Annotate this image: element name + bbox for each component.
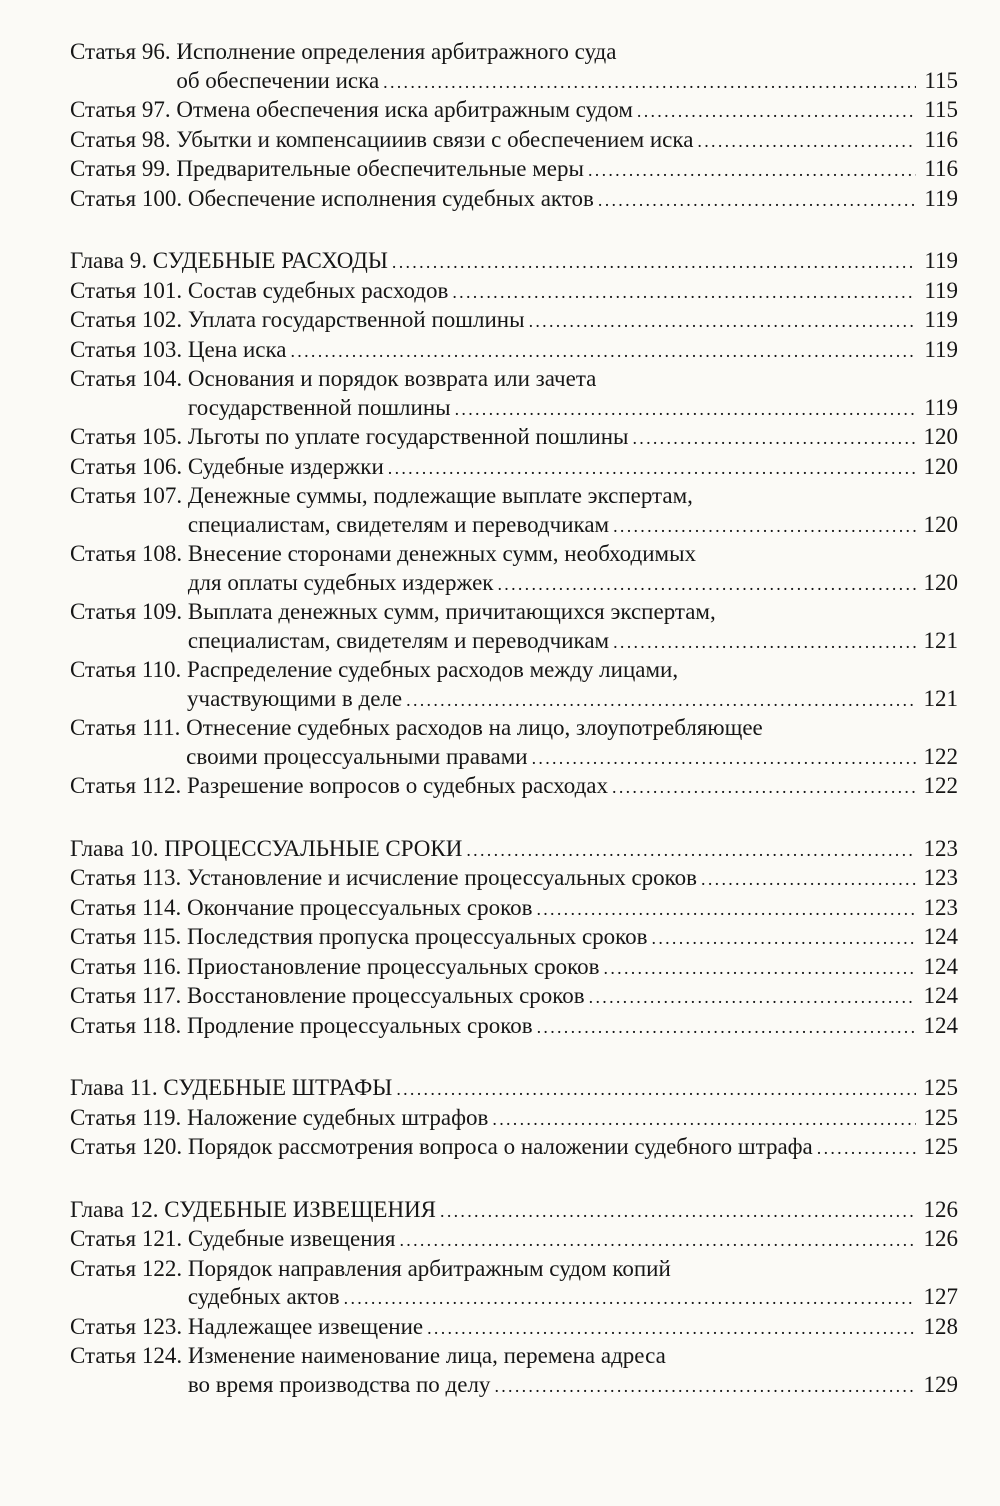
entry-number: Статья 104. [70, 366, 188, 391]
entry-title-line: специалистам, свидетелям и переводчикам [187, 511, 610, 537]
entry-title-line: Восстановление процессуальных сроков [187, 983, 585, 1008]
toc-entry [70, 453, 958, 483]
entry-number: Статья 103. [70, 336, 188, 362]
dot-leader [494, 1372, 916, 1401]
entry-last-line [187, 864, 958, 894]
toc-entry [70, 953, 958, 983]
dot-leader [455, 395, 916, 424]
entry-last-line [188, 1225, 958, 1255]
entry-last-line [188, 277, 958, 307]
entry-number: Глава 10. [70, 835, 165, 861]
entry-title-line: Судебные извещения [187, 1226, 396, 1251]
entry-body [188, 453, 958, 483]
toc-entry [70, 1342, 958, 1400]
dot-leader [652, 924, 916, 953]
entry-number: Статья 113. [70, 865, 187, 890]
entry-last-line [188, 569, 958, 599]
page-number: 116 [924, 126, 958, 152]
entry-last-line [188, 511, 958, 541]
entry-body [176, 126, 958, 156]
entry-number: Глава 12. [70, 1196, 165, 1222]
entry-title-line: своими процессуальными правами [186, 743, 528, 769]
entry-number: Статья 106. [70, 453, 188, 479]
entry-last-line [188, 185, 958, 215]
entry-body [188, 1255, 958, 1313]
toc-entry [70, 482, 958, 540]
dot-leader [344, 1284, 916, 1313]
entry-title-line: Наложение судебных штрафов [187, 1104, 489, 1130]
entry-last-line [164, 1196, 958, 1226]
entry-title-line: Цена иска [187, 336, 287, 362]
entry-last-line [188, 306, 958, 336]
dot-leader [529, 307, 916, 336]
entry-body [187, 864, 958, 894]
entry-title-line: Отнесение судебных расходов на лицо, злоупотребляющее [186, 715, 763, 740]
entry-last-line [188, 394, 958, 424]
entry-title-line: Последствия пропуска процессуальных сроков [187, 924, 648, 949]
entry-title-line: Предварительные обеспечительные меры [176, 156, 584, 181]
dot-leader [452, 278, 916, 307]
entry-number: Статья 122. [70, 1255, 188, 1281]
entry-body [188, 336, 958, 366]
entry-last-line [176, 155, 958, 185]
entry-number: Статья 116. [70, 953, 187, 979]
page-number: 121 [923, 627, 958, 653]
entry-title-line: СУДЕБНЫЕ ИЗВЕЩЕНИЯ [164, 1196, 437, 1222]
page-number: 129 [923, 1371, 958, 1397]
page-number: 128 [923, 1313, 958, 1339]
toc-entry [70, 185, 958, 215]
entry-last-line [187, 923, 958, 953]
dot-leader [589, 983, 916, 1012]
dot-leader [588, 156, 916, 185]
page-number: 116 [924, 156, 958, 181]
toc-entry [70, 38, 958, 96]
entry-body [187, 923, 958, 953]
toc-entry [70, 772, 958, 802]
chapter-heading [70, 1074, 958, 1104]
entry-body [164, 835, 958, 865]
toc-entry [70, 1133, 958, 1163]
toc-entry [70, 598, 958, 656]
entry-number: Статья 101. [70, 277, 188, 303]
page-number: 120 [923, 511, 958, 537]
entry-last-line [188, 1133, 958, 1163]
page-number: 124 [923, 924, 958, 949]
entry-body [188, 423, 958, 453]
entry-number: Статья 99. [70, 156, 177, 181]
entry-title-line: Обеспечение исполнения судебных актов [187, 185, 594, 211]
entry-body [176, 155, 958, 185]
toc-entry [70, 540, 958, 598]
dot-leader [697, 127, 916, 156]
entry-title-line: Отмена обеспечения иска арбитражным судом [176, 97, 633, 122]
page-number: 119 [924, 307, 958, 332]
entry-number: Статья 114. [70, 894, 187, 920]
entry-number: Статья 108. [70, 541, 188, 566]
entry-last-line [187, 1104, 958, 1134]
entry-body [176, 96, 958, 126]
entry-number: Глава 9. [70, 248, 153, 273]
page-number: 119 [924, 277, 958, 303]
entry-body [153, 247, 958, 277]
entry-last-line [188, 453, 958, 483]
entry-body [187, 1104, 958, 1134]
entry-title-line: Разрешение вопросов о судебных расходах [187, 773, 609, 798]
dot-leader [383, 68, 916, 97]
entry-last-line [188, 1313, 958, 1343]
toc-entry [70, 1255, 958, 1313]
entry-last-line [176, 96, 958, 126]
entry-body [163, 1074, 958, 1104]
entry-body [187, 982, 958, 1012]
entry-number: Статья 107. [70, 483, 188, 508]
entry-title-line: Продление процессуальных сроков [187, 1012, 533, 1038]
toc-entry [70, 126, 958, 156]
entry-number: Статья 121. [70, 1226, 188, 1251]
page-number: 119 [924, 336, 958, 362]
entry-title-line: Основания и порядок возврата или зачета [187, 366, 597, 391]
entry-last-line [176, 126, 958, 156]
entry-title-line: Внесение сторонами денежных сумм, необходимых [187, 541, 697, 566]
entry-number: Статья 111. [70, 715, 187, 740]
entry-number: Глава 11. [70, 1075, 164, 1100]
entry-number: Статья 110. [70, 657, 187, 682]
toc-entry [70, 277, 958, 307]
entry-number: Статья 118. [70, 1012, 187, 1038]
chapter-heading [70, 1196, 958, 1226]
entry-number: Статья 105. [70, 424, 188, 449]
entry-title-line: ПРОЦЕССУАЛЬНЫЕ СРОКИ [164, 835, 463, 861]
entry-body [187, 772, 958, 802]
page-number: 122 [923, 773, 958, 798]
entry-title-line: Денежные суммы, подлежащие выплате экспертам, [187, 483, 693, 508]
entry-last-line [176, 67, 958, 97]
dot-leader [612, 773, 916, 802]
page-number: 121 [923, 685, 958, 711]
toc-entry [70, 894, 958, 924]
entry-title-line: об обеспечении иска [176, 67, 380, 93]
dot-leader [399, 1226, 916, 1255]
entry-title-line: СУДЕБНЫЕ РАСХОДЫ [152, 248, 388, 273]
entry-body [187, 1012, 958, 1042]
dot-leader [532, 744, 916, 773]
entry-body [187, 656, 958, 714]
entry-number: Статья 102. [70, 307, 188, 332]
entry-number: Статья 124. [70, 1343, 188, 1368]
page-number: 123 [923, 865, 958, 890]
entry-title-line: Состав судебных расходов [187, 277, 449, 303]
dot-leader [388, 454, 916, 483]
dot-leader [406, 686, 916, 715]
dot-leader [817, 1134, 916, 1163]
toc-entry [70, 1012, 958, 1042]
entry-body [187, 953, 958, 983]
toc-entry [70, 423, 958, 453]
entry-last-line [187, 953, 958, 983]
entry-number: Статья 97. [70, 97, 177, 122]
dot-leader [598, 186, 916, 215]
dot-leader [613, 628, 916, 657]
entry-title-line: Установление и исчисление процессуальных сроков [187, 865, 698, 890]
page-number: 115 [924, 97, 958, 122]
entry-body [186, 714, 958, 772]
entry-title-line: во время производства по делу [187, 1371, 491, 1397]
entry-body [188, 306, 958, 336]
chapter-heading [70, 247, 958, 277]
page-number: 123 [923, 894, 958, 920]
dot-leader [637, 97, 916, 126]
entry-body [188, 277, 958, 307]
entry-last-line [186, 743, 958, 773]
entry-title-line: Уплата государственной пошлины [187, 307, 525, 332]
entry-last-line [164, 835, 958, 865]
entry-body [188, 482, 958, 540]
dot-leader [604, 954, 916, 983]
entry-title-line: Порядок рассмотрения вопроса о наложении судебного штрафа [187, 1134, 813, 1159]
entry-title-line: специалистам, свидетелям и переводчикам [187, 627, 610, 653]
entry-title-line: государственной пошлины [187, 394, 451, 420]
page-number: 126 [923, 1196, 958, 1222]
dot-leader [492, 1105, 916, 1134]
page-number: 124 [923, 953, 958, 979]
entry-last-line [188, 423, 958, 453]
toc-entry [70, 155, 958, 185]
entry-number: Статья 100. [70, 185, 188, 211]
toc-entry [70, 923, 958, 953]
dot-leader [701, 865, 916, 894]
toc-entry [70, 1104, 958, 1134]
dot-leader [396, 1075, 916, 1104]
entry-title-line: Изменение наименование лица, перемена адреса [187, 1343, 666, 1368]
page-number: 119 [924, 394, 958, 420]
entry-title-line: Приостановление процессуальных сроков [187, 953, 600, 979]
entry-number: Статья 96. [70, 39, 177, 64]
toc-entry [70, 656, 958, 714]
dot-leader [466, 836, 916, 865]
entry-last-line [188, 1283, 958, 1313]
entry-last-line [187, 894, 958, 924]
entry-last-line [188, 627, 958, 657]
entry-body [188, 1133, 958, 1163]
entry-number: Статья 98. [70, 126, 177, 152]
entry-last-line [187, 772, 958, 802]
entry-body [164, 1196, 958, 1226]
entry-number: Статья 112. [70, 773, 187, 798]
page-number: 126 [923, 1226, 958, 1251]
dot-leader [291, 337, 917, 366]
dot-leader [497, 570, 916, 599]
page-number: 120 [923, 453, 958, 479]
page-number: 125 [923, 1104, 958, 1130]
entry-body [188, 540, 958, 598]
entry-title-line: Убытки и компенсацииив связи с обеспечением иска [176, 126, 694, 152]
page-number: 123 [923, 835, 958, 861]
entry-title-line: Судебные издержки [187, 453, 384, 479]
entry-last-line [163, 1074, 958, 1104]
page-number: 120 [923, 424, 958, 449]
entry-title-line: для оплаты судебных издержек [187, 569, 494, 595]
toc-entry [70, 1225, 958, 1255]
toc-entry [70, 982, 958, 1012]
dot-leader [427, 1314, 916, 1343]
dot-leader [632, 424, 916, 453]
page-number: 119 [924, 248, 958, 273]
dot-leader [536, 895, 916, 924]
entry-body [188, 1225, 958, 1255]
entry-body [188, 1313, 958, 1343]
table-of-contents [70, 38, 958, 1400]
entry-body [188, 365, 958, 423]
entry-last-line [188, 336, 958, 366]
dot-leader [392, 248, 916, 277]
page-number: 122 [923, 743, 958, 769]
entry-title-line: Исполнение определения арбитражного суда [176, 39, 617, 64]
entry-number: Статья 117. [70, 983, 187, 1008]
entry-last-line [153, 247, 958, 277]
entry-body [187, 894, 958, 924]
chapter-heading [70, 835, 958, 865]
entry-title-line: Распределение судебных расходов между лицами, [187, 657, 679, 682]
entry-title-line: СУДЕБНЫЕ ШТРАФЫ [163, 1075, 393, 1100]
page-number: 120 [923, 569, 958, 595]
entry-last-line [188, 1371, 958, 1401]
entry-title-line: Окончание процессуальных сроков [187, 894, 533, 920]
page-number: 124 [923, 1012, 958, 1038]
page-number: 125 [923, 1075, 958, 1100]
entry-body [188, 1342, 958, 1400]
toc-entry [70, 306, 958, 336]
entry-number: Статья 109. [70, 599, 188, 624]
entry-title-line: Льготы по уплате государственной пошлины [187, 424, 629, 449]
toc-entry [70, 336, 958, 366]
entry-body [188, 185, 958, 215]
entry-title-line: Надлежащее извещение [187, 1313, 424, 1339]
entry-last-line [187, 1012, 958, 1042]
entry-last-line [187, 982, 958, 1012]
toc-entry [70, 365, 958, 423]
entry-number: Статья 123. [70, 1313, 188, 1339]
entry-title-line: Выплата денежных сумм, причитающихся экспертам, [187, 599, 716, 624]
toc-entry [70, 96, 958, 126]
page-number: 124 [923, 983, 958, 1008]
entry-title-line: Порядок направления арбитражным судом копий [187, 1255, 671, 1281]
dot-leader [537, 1013, 916, 1042]
toc-entry [70, 714, 958, 772]
dot-leader [613, 512, 916, 541]
entry-last-line [187, 685, 958, 715]
toc-entry [70, 1313, 958, 1343]
entry-number: Статья 115. [70, 924, 187, 949]
entry-title-line: участвующими в деле [187, 685, 403, 711]
entry-title-line: судебных актов [187, 1284, 340, 1309]
entry-number: Статья 119. [70, 1104, 187, 1130]
page-number: 125 [923, 1134, 958, 1159]
page-number: 115 [924, 67, 958, 93]
entry-number: Статья 120. [70, 1134, 188, 1159]
page-number: 119 [924, 185, 958, 211]
page-number: 127 [923, 1284, 958, 1309]
entry-body [188, 598, 958, 656]
toc-entry [70, 864, 958, 894]
entry-body [176, 38, 958, 96]
dot-leader [440, 1197, 916, 1226]
